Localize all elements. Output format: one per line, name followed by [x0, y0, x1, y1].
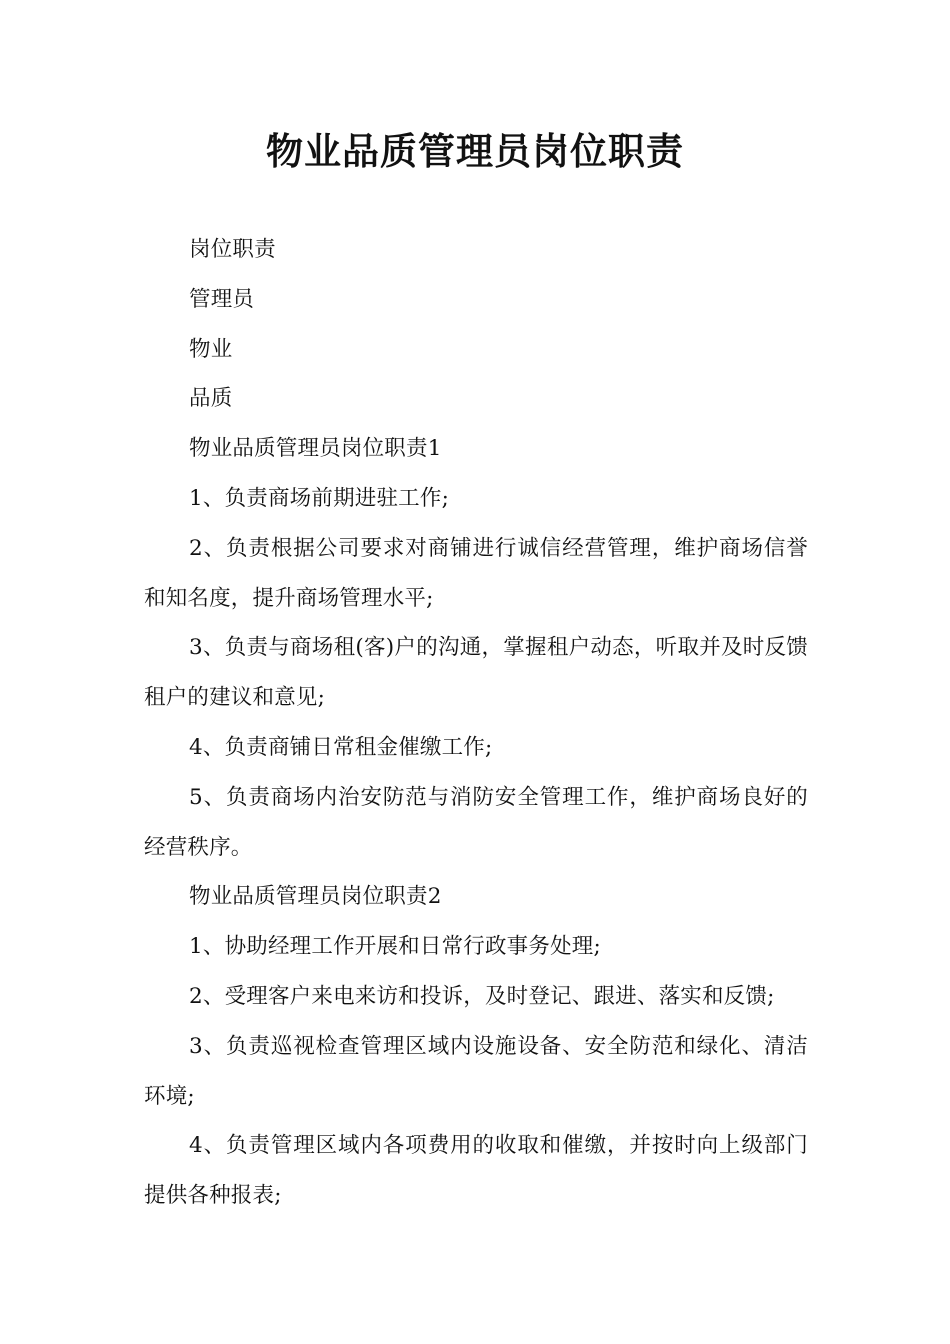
- paragraph: 2、受理客户来电来访和投诉，及时登记、跟进、落实和反馈;: [189, 983, 775, 1009]
- paragraph: 5、负责商场内治安防范与消防安全管理工作，维护商场良好的经营秩序。: [144, 784, 808, 860]
- paragraph: 2、负责根据公司要求对商铺进行诚信经营管理，维护商场信誉和知名度，提升商场管理水平;: [144, 535, 808, 611]
- paragraph: 岗位职责: [189, 237, 276, 262]
- document-body: [144, 225, 808, 1221]
- paragraph: 管理员: [189, 286, 255, 312]
- paragraph: 1、协助经理工作开展和日常行政事务处理;: [189, 934, 601, 960]
- paragraph: 3、负责巡视检查管理区域内设施设备、安全防范和绿化、清洁环境;: [144, 1033, 808, 1109]
- paragraph: 4、负责商铺日常租金催缴工作;: [189, 734, 493, 760]
- section-heading: 物业品质管理员岗位职责2: [189, 884, 442, 910]
- paragraph: 品质: [189, 386, 233, 412]
- paragraph: 4、负责管理区域内各项费用的收取和催缴，并按时向上级部门提供各种报表;: [144, 1133, 808, 1209]
- paragraph: 物业: [189, 336, 233, 362]
- document-title: 物业品质管理员岗位职责: [266, 130, 684, 173]
- paragraph: 3、负责与商场租(客)户的沟通，掌握租户动态，听取并及时反馈租户的建议和意见;: [144, 635, 808, 711]
- section-heading: 物业品质管理员岗位职责1: [189, 436, 442, 462]
- paragraph: 1、负责商场前期进驻工作;: [189, 485, 450, 511]
